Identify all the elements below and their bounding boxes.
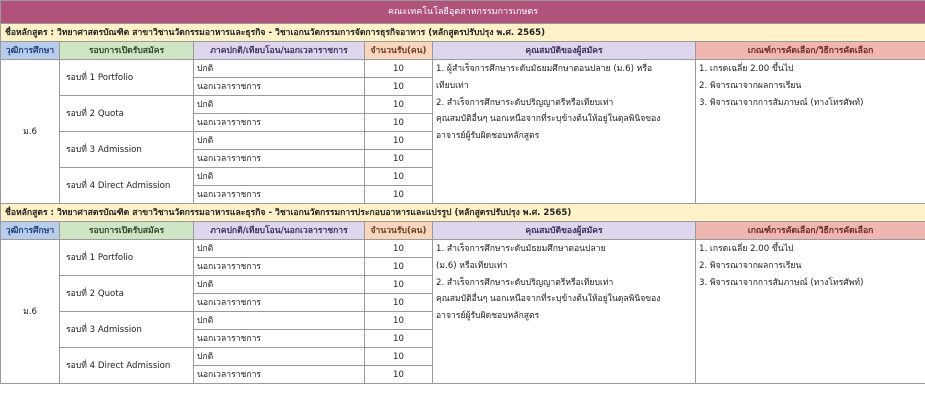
seat-count: 10 (365, 240, 433, 258)
seat-count: 10 (365, 276, 433, 294)
criteria-line: 1. เกรดเฉลี่ย 2.00 ขึ้นไป (699, 244, 794, 254)
header-qualifications: คุณสมบัติของผู้สมัคร (433, 42, 696, 60)
round-name: รอบที่ 2 Quota (60, 96, 194, 132)
term-type: นอกเวลาราชการ (194, 330, 365, 348)
qualification-line: คุณสมบัติอื่นๆ นอกเหนือจากที่ระบุข้างต้นให้อยู่ในดุลพินิจของ (436, 294, 661, 305)
qualification-line: 1. ผู้สำเร็จการศึกษาระดับมัธยมศึกษาตอนปลาย (ม.6) หรือ (436, 64, 653, 74)
seat-count: 10 (365, 60, 433, 78)
seat-count: 10 (365, 114, 433, 132)
header-seats: จำนวนรับ(คน) (365, 42, 433, 60)
qualification-line: อาจารย์ผู้รับผิดชอบหลักสูตร (436, 311, 540, 322)
round-name: รอบที่ 3 Admission (60, 132, 194, 168)
term-type: ปกติ (194, 240, 365, 258)
header-level: วุฒิการศึกษา (1, 222, 60, 240)
qualification-line: เทียบเท่า (436, 80, 469, 91)
seat-count: 10 (365, 366, 433, 384)
seat-count: 10 (365, 330, 433, 348)
qualification-line: 2. สำเร็จการศึกษาระดับปริญญาตรีหรือเทียบเท่า (436, 97, 614, 108)
seat-count: 10 (365, 186, 433, 204)
term-type: ปกติ (194, 132, 365, 150)
header-round: รอบการเปิดรับสมัคร (60, 42, 194, 60)
qualification-line: 2. สำเร็จการศึกษาระดับปริญญาตรีหรือเทียบเท่า (436, 277, 614, 288)
seat-count: 10 (365, 168, 433, 186)
program-title-row (1, 204, 925, 222)
term-type: ปกติ (194, 276, 365, 294)
term-type: นอกเวลาราชการ (194, 366, 365, 384)
term-type: นอกเวลาราชการ (194, 186, 365, 204)
header-term: ภาคปกติ/เทียบโอน/นอกเวลาราชการ (194, 42, 365, 60)
round-name: รอบที่ 3 Admission (60, 312, 194, 348)
qualification-line: คุณสมบัติอื่นๆ นอกเหนือจากที่ระบุข้างต้นให้อยู่ในดุลพินิจของ (436, 114, 661, 125)
program-title: ชื่อหลักสูตร : วิทยาศาสตรบัณฑิต สาขาวิชานวัตกรรมอาหารและธุรกิจ - วิชาเอกนวัตกรรมการประกอบอาหารและแปรรูป (หลักสูตรปรับปรุง พ.ศ. 2565) (1, 204, 925, 222)
column-header-row (1, 42, 925, 60)
round-name: รอบที่ 4 Direct Admission (60, 348, 194, 384)
header-round: รอบการเปิดรับสมัคร (60, 222, 194, 240)
table-body (1, 1, 925, 384)
term-type: นอกเวลาราชการ (194, 258, 365, 276)
qualification-line: (ม.6) หรือเทียบเท่า (436, 260, 508, 271)
faculty-header-row (1, 1, 925, 24)
term-type: ปกติ (194, 96, 365, 114)
table-row (1, 240, 925, 258)
qualification-line: อาจารย์ผู้รับผิดชอบหลักสูตร (436, 131, 540, 142)
criteria-cell (696, 240, 925, 384)
round-name: รอบที่ 2 Quota (60, 276, 194, 312)
seat-count: 10 (365, 132, 433, 150)
criteria-line: 3. พิจารณาจากการสัมภาษณ์ (ทางโทรศัพท์) (699, 97, 864, 108)
seat-count: 10 (365, 96, 433, 114)
program-title: ชื่อหลักสูตร : วิทยาศาสตรบัณฑิต สาขาวิชานวัตกรรมอาหารและธุรกิจ - วิชาเอกนวัตกรรมการจัดการธุรกิจอาหาร (หลักสูตรปรับปรุง พ.ศ. 2565) (1, 24, 925, 42)
term-type: นอกเวลาราชการ (194, 114, 365, 132)
qualifications-cell (433, 240, 696, 384)
term-type: นอกเวลาราชการ (194, 78, 365, 96)
column-header-row (1, 222, 925, 240)
term-type: ปกติ (194, 312, 365, 330)
term-type: นอกเวลาราชการ (194, 294, 365, 312)
program-title-row (1, 24, 925, 42)
criteria-line: 2. พิจารณาจากผลการเรียน (699, 80, 802, 91)
criteria-line: 2. พิจารณาจากผลการเรียน (699, 260, 802, 271)
seat-count: 10 (365, 348, 433, 366)
header-term: ภาคปกติ/เทียบโอน/นอกเวลาราชการ (194, 222, 365, 240)
header-level: วุฒิการศึกษา (1, 42, 60, 60)
round-name: รอบที่ 1 Portfolio (60, 240, 194, 276)
header-criteria: เกณฑ์การคัดเลือก/วิธีการคัดเลือก (696, 42, 925, 60)
criteria-line: 3. พิจารณาจากการสัมภาษณ์ (ทางโทรศัพท์) (699, 277, 864, 288)
seat-count: 10 (365, 150, 433, 168)
header-criteria: เกณฑ์การคัดเลือก/วิธีการคัดเลือก (696, 222, 925, 240)
education-level: ม.6 (1, 240, 60, 384)
qualifications-cell (433, 60, 696, 204)
education-level: ม.6 (1, 60, 60, 204)
seat-count: 10 (365, 312, 433, 330)
term-type: ปกติ (194, 168, 365, 186)
header-seats: จำนวนรับ(คน) (365, 222, 433, 240)
faculty-title: คณะเทคโนโลยีอุตสาหกรรมการเกษตร (1, 1, 925, 24)
criteria-cell (696, 60, 925, 204)
round-name: รอบที่ 1 Portfolio (60, 60, 194, 96)
qualification-line: 1. สำเร็จการศึกษาระดับมัธยมศึกษาตอนปลาย (436, 244, 606, 254)
round-name: รอบที่ 4 Direct Admission (60, 168, 194, 204)
table-row (1, 60, 925, 78)
seat-count: 10 (365, 258, 433, 276)
seat-count: 10 (365, 78, 433, 96)
seat-count: 10 (365, 294, 433, 312)
criteria-line: 1. เกรดเฉลี่ย 2.00 ขึ้นไป (699, 64, 794, 74)
header-qualifications: คุณสมบัติของผู้สมัคร (433, 222, 696, 240)
term-type: นอกเวลาราชการ (194, 150, 365, 168)
term-type: ปกติ (194, 60, 365, 78)
term-type: ปกติ (194, 348, 365, 366)
